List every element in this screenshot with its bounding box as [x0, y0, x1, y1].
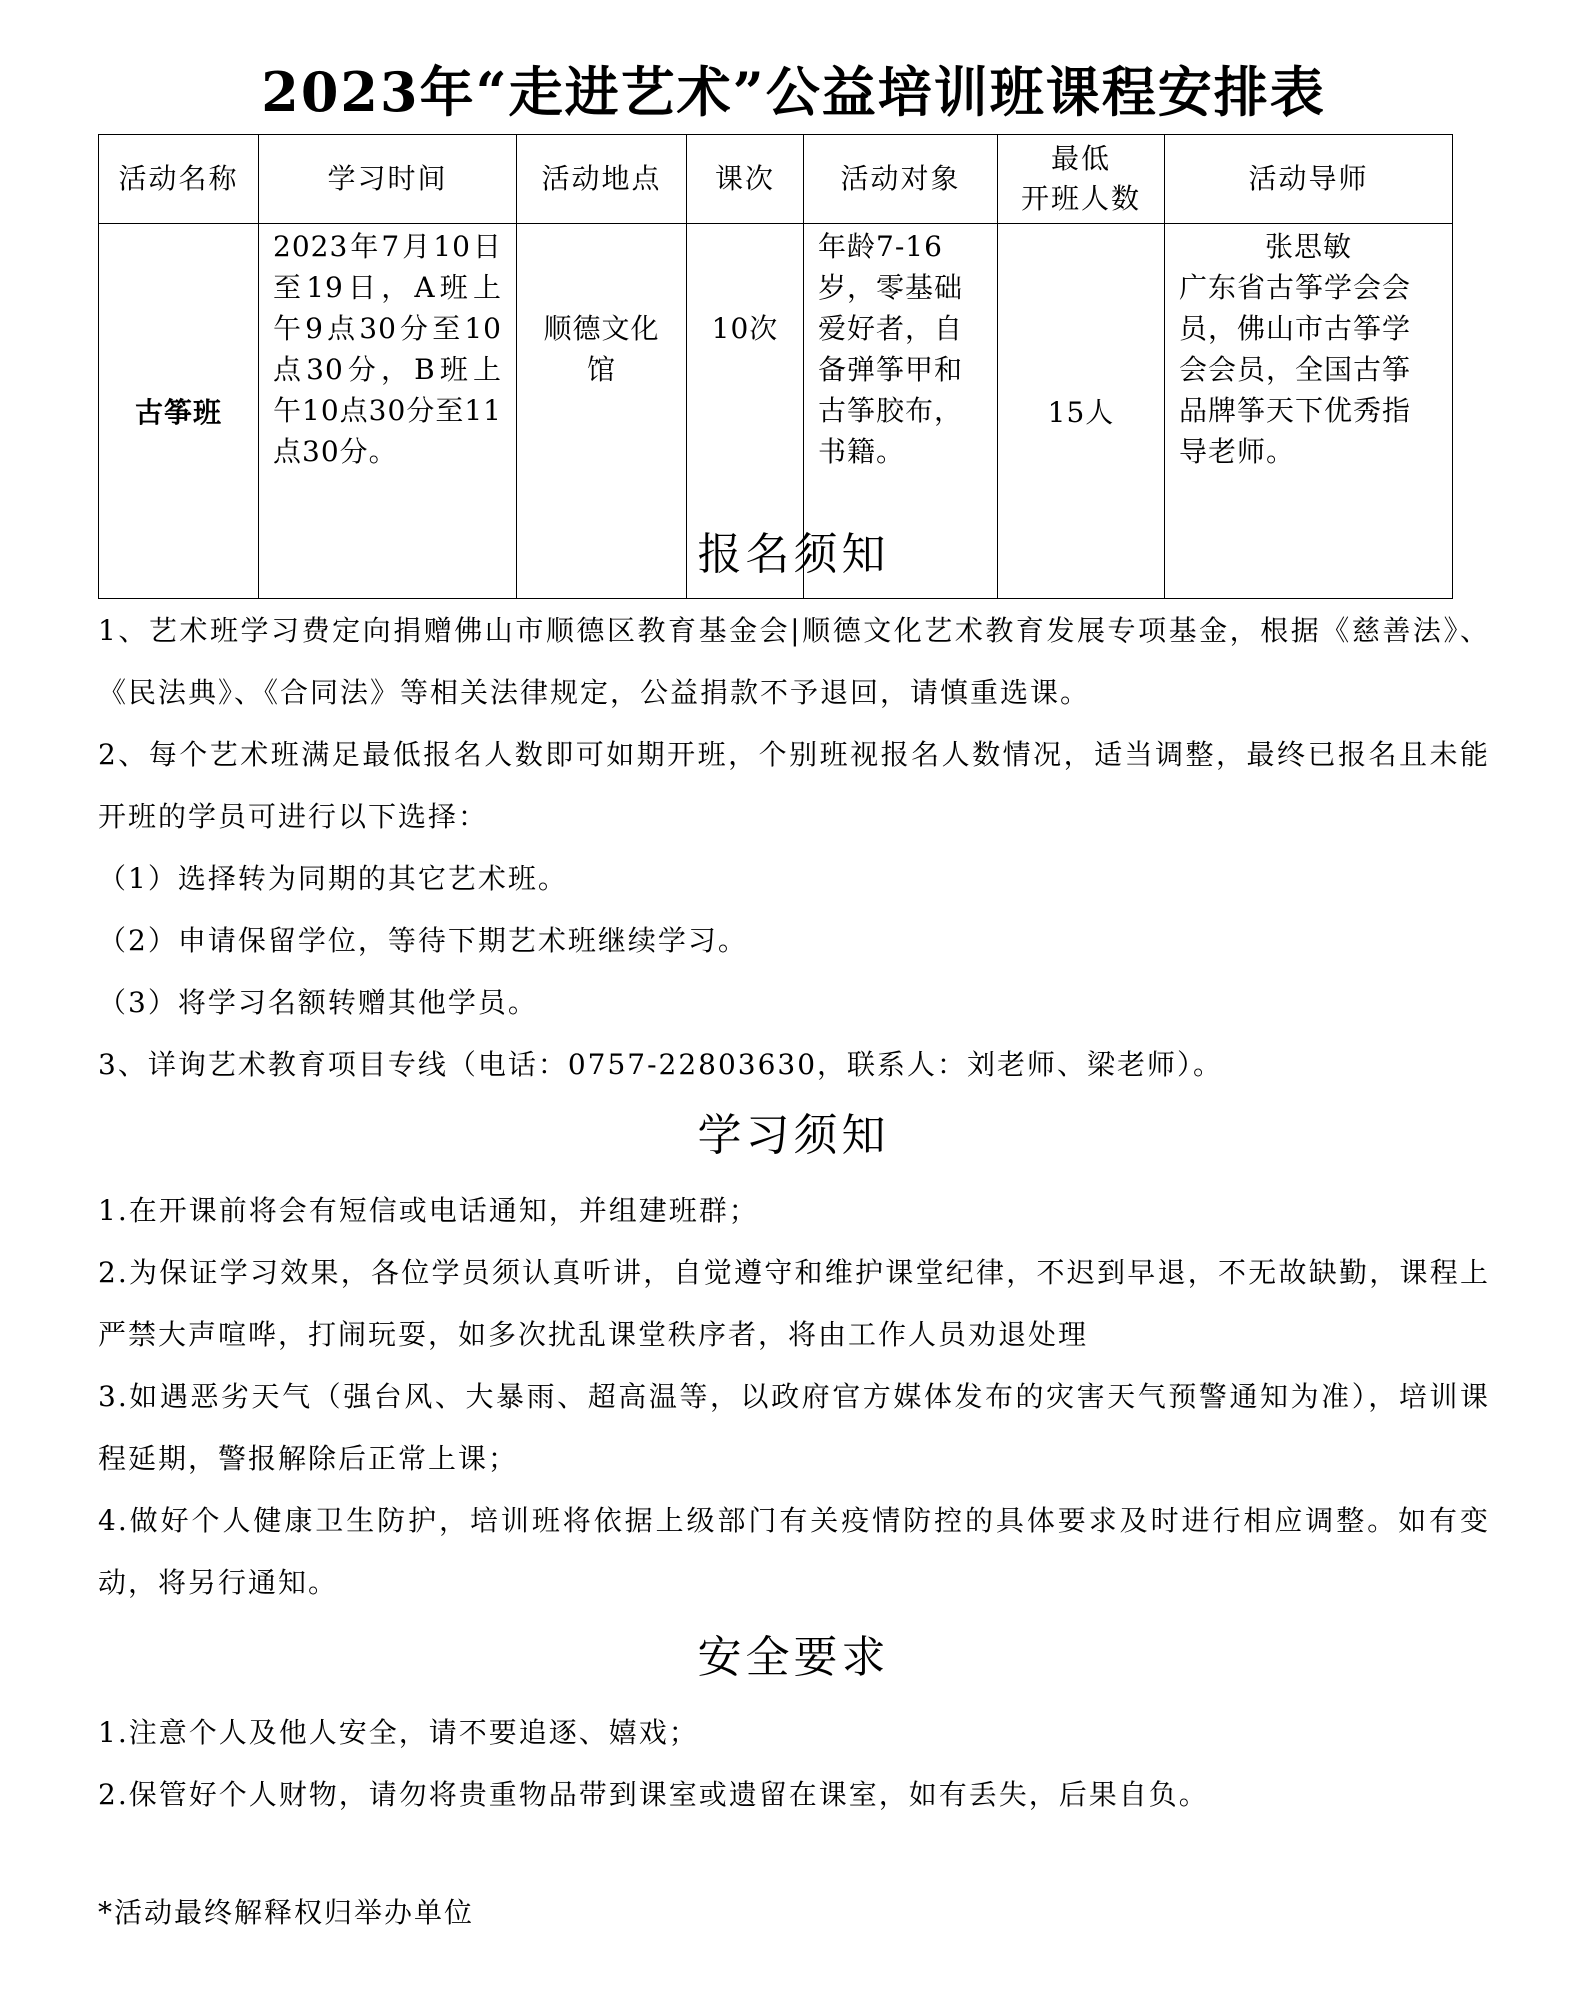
teacher-description: 广东省古筝学会会员，佛山市古筝学会会员，全国古筝品牌筝天下优秀指导老师。 — [1179, 271, 1412, 468]
header-target: 活动对象 — [804, 135, 998, 224]
header-location: 活动地点 — [517, 135, 687, 224]
list-item: 1、艺术班学习费定向捐赠佛山市顺德区教育基金会|顺德文化艺术教育发展专项基金，根据《慈善法》、《民法典》、《合同法》等相关法律规定，公益捐款不予退回，请慎重选课。 — [98, 614, 1490, 709]
cell-activity-name: 古筝班 — [99, 224, 259, 599]
cell-study-time: 2023年7月10日至19日，A班上午9点30分至10点30分，B班上午10点30分至11点30分。 — [259, 224, 517, 599]
footnote: *活动最终解释权归举办单位 — [98, 1896, 475, 1929]
registration-heading: 报名须知 — [697, 529, 890, 580]
cell-location: 顺德文化馆 — [517, 224, 687, 599]
header-teacher: 活动导师 — [1165, 135, 1453, 224]
header-min-people-line1: 最低 — [1050, 142, 1111, 175]
header-activity-name: 活动名称 — [99, 135, 259, 224]
list-item: 2、每个艺术班满足最低报名人数即可如期开班，个别班视报名人数情况，适当调整，最终已报名且未能开班的学员可进行以下选择： — [98, 738, 1490, 833]
teacher-name: 张思敏 — [1264, 230, 1352, 263]
cell-sessions: 10次 — [687, 224, 804, 599]
study-notes — [98, 1180, 1490, 1614]
list-item: 2.为保证学习效果，各位学员须认真听讲，自觉遵守和维护课堂纪律，不迟到早退，不无故缺勤，课程上严禁大声喧哗，打闹玩耍，如多次扰乱课堂秩序者，将由工作人员劝退处理 — [98, 1256, 1490, 1351]
safety-heading: 安全要求 — [697, 1632, 890, 1683]
list-item: 3.如遇恶劣天气（强台风、大暴雨、超高温等，以政府官方媒体发布的灾害天气预警通知为准），培训课程延期，警报解除后正常上课； — [98, 1380, 1490, 1475]
list-item: （2）申请保留学位，等待下期艺术班继续学习。 — [98, 924, 748, 957]
list-item: 2.保管好个人财物，请勿将贵重物品带到课室或遗留在课室，如有丢失，后果自负。 — [98, 1778, 1209, 1811]
header-min-people — [998, 135, 1165, 224]
cell-min-people: 15人 — [998, 224, 1165, 599]
cell-target: 年龄7-16岁，零基础爱好者，自备弹筝甲和古筝胶布，书籍。 — [804, 224, 998, 599]
list-item: 3、详询艺术教育项目专线（电话：0757-22803630，联系人：刘老师、梁老师）。 — [98, 1048, 1224, 1081]
page-title: 2023年“走进艺术”公益培训班课程安排表 — [261, 60, 1326, 124]
header-sessions: 课次 — [687, 135, 804, 224]
list-item: （3）将学习名额转赠其他学员。 — [98, 986, 538, 1019]
header-study-time: 学习时间 — [259, 135, 517, 224]
list-item: （1）选择转为同期的其它艺术班。 — [98, 862, 568, 895]
header-min-people-line2: 开班人数 — [1020, 182, 1141, 215]
list-item: 4.做好个人健康卫生防护，培训班将依据上级部门有关疫情防控的具体要求及时进行相应调整。如有变动，将另行通知。 — [98, 1504, 1490, 1599]
safety-notes — [98, 1702, 1490, 1826]
registration-notes — [98, 600, 1490, 1096]
study-heading: 学习须知 — [697, 1110, 890, 1161]
list-item: 1.注意个人及他人安全，请不要追逐、嬉戏； — [98, 1716, 699, 1749]
table-header-row — [99, 135, 1453, 224]
list-item: 1.在开课前将会有短信或电话通知，并组建班群； — [98, 1194, 759, 1227]
